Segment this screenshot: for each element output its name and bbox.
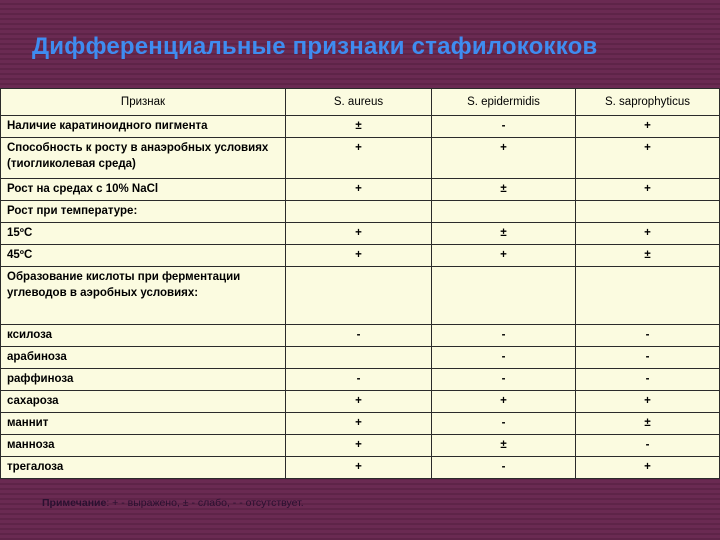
value-s-epidermidis: +: [432, 391, 576, 413]
header-s-saprophyticus: S. saprophyticus: [576, 89, 720, 116]
value-s-epidermidis: [432, 267, 576, 325]
feature-name: Наличие каратиноидного пигмента: [1, 116, 286, 138]
table-row: [1, 245, 720, 267]
table-row: [1, 116, 720, 138]
table-row: [1, 179, 720, 201]
value-s-saprophyticus: +: [576, 179, 720, 201]
value-s-aureus: [286, 347, 432, 369]
value-s-aureus: ±: [286, 116, 432, 138]
value-s-epidermidis: -: [432, 116, 576, 138]
table-row: [1, 138, 720, 179]
value-s-aureus: +: [286, 223, 432, 245]
value-s-epidermidis: -: [432, 413, 576, 435]
feature-name: сахароза: [1, 391, 286, 413]
value-s-saprophyticus: ±: [576, 413, 720, 435]
value-s-aureus: -: [286, 325, 432, 347]
feature-name: Образование кислоты при ферментации углеводов в аэробных условиях:: [1, 267, 286, 325]
table-row: [1, 457, 720, 479]
value-s-epidermidis: +: [432, 138, 576, 179]
value-s-saprophyticus: -: [576, 347, 720, 369]
value-s-epidermidis: -: [432, 347, 576, 369]
value-s-aureus: +: [286, 138, 432, 179]
feature-name: трегалоза: [1, 457, 286, 479]
value-s-aureus: [286, 267, 432, 325]
value-s-aureus: +: [286, 391, 432, 413]
value-s-epidermidis: ±: [432, 435, 576, 457]
footnote-text: : + - выражено, ± - слабо, - - отсутствует.: [106, 497, 304, 509]
value-s-saprophyticus: [576, 201, 720, 223]
feature-name: Рост на средах с 10% NaCl: [1, 179, 286, 201]
value-s-aureus: +: [286, 413, 432, 435]
header-feature: Признак: [1, 89, 286, 116]
feature-name: 15ºС: [1, 223, 286, 245]
feature-name: Рост при температуре:: [1, 201, 286, 223]
differential-features-table: [0, 88, 720, 479]
feature-name: 45ºС: [1, 245, 286, 267]
table-row: [1, 267, 720, 325]
header-s-epidermidis: S. epidermidis: [432, 89, 576, 116]
table-row: [1, 413, 720, 435]
value-s-epidermidis: +: [432, 245, 576, 267]
footnote: [42, 497, 304, 509]
feature-name: маннит: [1, 413, 286, 435]
table-header: [1, 89, 720, 116]
value-s-saprophyticus: +: [576, 457, 720, 479]
feature-name: манноза: [1, 435, 286, 457]
value-s-saprophyticus: +: [576, 391, 720, 413]
feature-name: арабиноза: [1, 347, 286, 369]
value-s-aureus: +: [286, 435, 432, 457]
value-s-aureus: -: [286, 369, 432, 391]
value-s-epidermidis: [432, 201, 576, 223]
value-s-saprophyticus: -: [576, 435, 720, 457]
value-s-saprophyticus: ±: [576, 245, 720, 267]
table-row: [1, 435, 720, 457]
header-row: [1, 89, 720, 116]
value-s-aureus: +: [286, 457, 432, 479]
value-s-aureus: [286, 201, 432, 223]
feature-name: раффиноза: [1, 369, 286, 391]
feature-name: ксилоза: [1, 325, 286, 347]
table-body: [1, 116, 720, 479]
slide-title: Дифференциальные признаки стафилококков: [32, 33, 598, 60]
value-s-saprophyticus: -: [576, 369, 720, 391]
value-s-epidermidis: -: [432, 369, 576, 391]
feature-name: Способность к росту в анаэробных условиях (тиогликолевая среда): [1, 138, 286, 179]
table-row: [1, 391, 720, 413]
value-s-saprophyticus: -: [576, 325, 720, 347]
value-s-epidermidis: ±: [432, 179, 576, 201]
table-row: [1, 347, 720, 369]
value-s-saprophyticus: [576, 267, 720, 325]
value-s-aureus: +: [286, 179, 432, 201]
value-s-saprophyticus: +: [576, 116, 720, 138]
value-s-saprophyticus: +: [576, 138, 720, 179]
table-row: [1, 223, 720, 245]
value-s-epidermidis: ±: [432, 223, 576, 245]
value-s-saprophyticus: +: [576, 223, 720, 245]
value-s-epidermidis: -: [432, 457, 576, 479]
footnote-label: Примечание: [42, 497, 107, 509]
table-row: [1, 369, 720, 391]
value-s-epidermidis: -: [432, 325, 576, 347]
table-row: [1, 325, 720, 347]
value-s-aureus: +: [286, 245, 432, 267]
table-row: [1, 201, 720, 223]
header-s-aureus: S. aureus: [286, 89, 432, 116]
